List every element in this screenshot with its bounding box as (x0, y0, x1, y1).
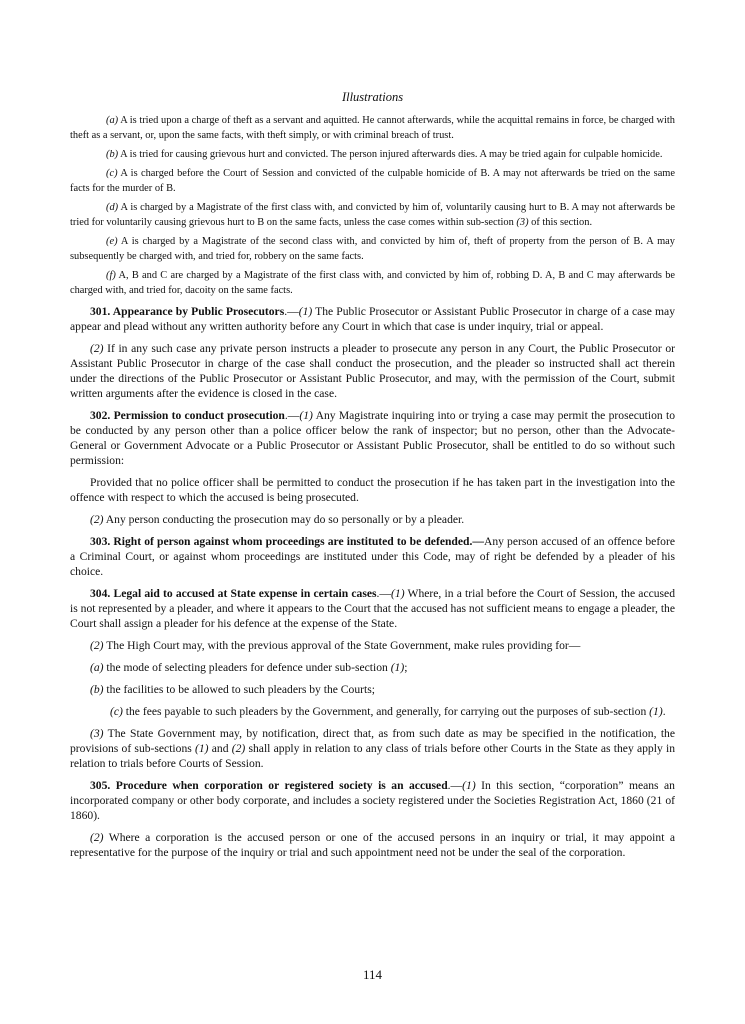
illustration-c (70, 166, 675, 196)
paragraph-text: The State Government may, by notification, direct that, as from such date as may be specified in the notification, the provisions of sub-sections (70, 727, 675, 755)
clause-text: the facilities to be allowed to such pleaders by the Courts; (103, 683, 375, 696)
subsection-number: (1) (462, 779, 476, 792)
clause-text: ; (404, 661, 408, 674)
clause-text: . (662, 705, 666, 718)
illustration-text: A is charged before the Court of Session and convicted of the culpable homicide of B. A may not afterwards be tried on the same facts for the murder of B. (70, 168, 675, 194)
illustration-a (70, 113, 675, 143)
heading-dash: .— (376, 587, 392, 600)
section-301-para-1 (70, 304, 675, 334)
section-302-proviso: Provided that no police officer shall be permitted to conduct the prosecution if he has taken part in the investigation into the offence with respect to which the accused is being prosecuted. (70, 476, 675, 504)
paragraph-text: Any Magistrate inquiring into or trying a case may permit the prosecution to be conducted by any person other than a police officer below the rank of inspector; but no person, other than the Advocate-General or Government Advocate or a Public Prosecutor or Assistant Public Prosecutor, shall be entitled to do so without such permission: (70, 409, 676, 467)
subsection-number: (3) (90, 727, 104, 740)
section-303-para (70, 534, 675, 579)
subsection-number: (2) (90, 513, 104, 526)
clause-label: (c) (110, 705, 123, 718)
clause-text: the mode of selecting pleaders for defence under sub-section (103, 661, 391, 674)
section-301-para-2 (70, 341, 675, 401)
illustration-label: (d) (106, 202, 119, 213)
paragraph-text: Any person accused of an offence before a Criminal Court, or against whom proceedings are instituted under this Code, may of right be defended by a pleader of his choice. (70, 535, 675, 578)
section-304-clause-c (70, 704, 675, 719)
paragraph-text: Where a corporation is the accused person or one of the accused persons in an inquiry or trial, it may appoint a representative for the purpose of the inquiry or trial and such appointment need not be under the seal of the corporation. (70, 831, 675, 859)
section-heading: 304. Legal aid to accused at State expense in certain cases (90, 587, 377, 600)
section-304-clause-a (70, 660, 675, 675)
heading-dash: .— (284, 409, 300, 422)
illustration-text: A is tried upon a charge of theft as a servant and aquitted. He cannot afterwards, while the acquittal remains in force, be charged with theft as a servant, or, upon the same facts, with theft simply, or with criminal breach of trust. (70, 115, 675, 141)
illustration-label: (e) (106, 236, 118, 247)
subsection-ref: (1) (649, 705, 663, 718)
section-heading: 301. Appearance by Public Prosecutors (90, 305, 285, 318)
section-heading: 302. Permission to conduct prosecution (90, 409, 285, 422)
section-heading: 303. Right of person against whom proceedings are instituted to be defended (90, 535, 470, 548)
illustration-label: (f) (106, 270, 116, 281)
subsection-number: (2) (90, 831, 104, 844)
illustration-text: of this section. (528, 217, 593, 228)
section-305-para-1 (70, 778, 675, 823)
heading-dash: .— (284, 305, 299, 318)
paragraph-text: The High Court may, with the previous approval of the State Government, make rules providing for— (103, 639, 581, 652)
section-304-para-3 (70, 726, 675, 771)
illustration-text: A is tried for causing grievous hurt and convicted. The person injured afterwards dies. A may be tried again for culpable homicide. (118, 149, 663, 160)
subsection-ref: (3) (516, 217, 529, 228)
heading-dash: .— (447, 779, 463, 792)
section-304-clause-b (70, 682, 675, 697)
illustration-label: (c) (106, 168, 118, 179)
illustration-label: (a) (106, 115, 119, 126)
page-number: 114 (362, 967, 383, 982)
subsection-number: (2) (90, 342, 104, 355)
subsection-number: (1) (298, 305, 313, 318)
document-page (70, 90, 675, 867)
section-304-para-1 (70, 586, 675, 631)
clause-label: (b) (90, 683, 104, 696)
paragraph-text: The Public Prosecutor or Assistant Public Prosecutor in charge of a case may appear and plead without any written authority before any Court in which that case is under inquiry, trial or appeal. (70, 305, 675, 333)
clause-text: the fees payable to such pleaders by the Government, and generally, for carrying out the purposes of sub-section (122, 705, 650, 718)
illustration-text: A, B and C are charged by a Magistrate of the first class with, and convicted by him of, robbing D. A, B and C may afterwards be charged with, and tried for, dacoity on the same facts. (70, 270, 675, 296)
section-305-para-2 (70, 830, 675, 860)
subsection-number: (2) (90, 639, 104, 652)
section-304-para-2 (70, 638, 675, 653)
section-302-para-2 (70, 512, 675, 527)
subsection-ref: (1) (390, 661, 405, 674)
illustration-text: A is charged by a Magistrate of the second class with, and convicted by him of, theft of property from the person of B. A may subsequently be charged with, and tried for, robbery on the same facts. (70, 236, 675, 262)
paragraph-text: Any person conducting the prosecution may do so personally or by a pleader. (103, 513, 465, 526)
illustration-text: A is charged by a Magistrate of the first class with, and convicted by him of, voluntarily causing hurt to B. A may not afterwards be tried for voluntarily causing grievous hurt to B on the same facts, unless the case comes within sub-section (70, 202, 675, 228)
heading-dash: .— (469, 535, 484, 548)
illustration-b (70, 147, 675, 162)
illustrations-heading: Illustrations (341, 90, 404, 104)
section-302-para-1 (70, 408, 675, 468)
subsection-ref: (1) (194, 742, 209, 755)
subsection-number: (1) (299, 409, 313, 422)
subsection-number: (1) (391, 587, 405, 600)
subsection-ref: (2) (231, 742, 246, 755)
illustration-label: (b) (106, 149, 119, 160)
illustration-e (70, 234, 675, 264)
paragraph-text: and (208, 742, 232, 755)
section-heading: 305. Procedure when corporation or registered society is an accused (90, 779, 448, 792)
illustration-d (70, 200, 675, 230)
paragraph-text: shall apply in relation to any class of trials before other Courts in the State as they apply in relation to trials before Courts of Session. (70, 742, 675, 770)
paragraph-text: Where, in a trial before the Court of Session, the accused is not represented by a pleader, and where it appears to the Court that the accused has not sufficient means to engage a pleader, the Court shall assign a pleader for his defence at the expense of the State. (70, 587, 675, 630)
illustration-f (70, 268, 675, 298)
paragraph-text: In this section, “corporation” means an incorporated company or other body corporate, and includes a society registered under the Societies Registration Act, 1860 (21 of 1860). (70, 779, 675, 822)
paragraph-text: If in any such case any private person instructs a pleader to prosecute any person in any Court, the Public Prosecutor or Assistant Public Prosecutor in charge of the case shall conduct the prosecution, and the pleader so instructed shall act therein under the directions of the Public Prosecutor or Assistant Public Prosecutor, and may, with the permission of the Court, submit written arguments after the evidence is closed in the case. (70, 342, 675, 400)
clause-label: (a) (90, 661, 104, 674)
